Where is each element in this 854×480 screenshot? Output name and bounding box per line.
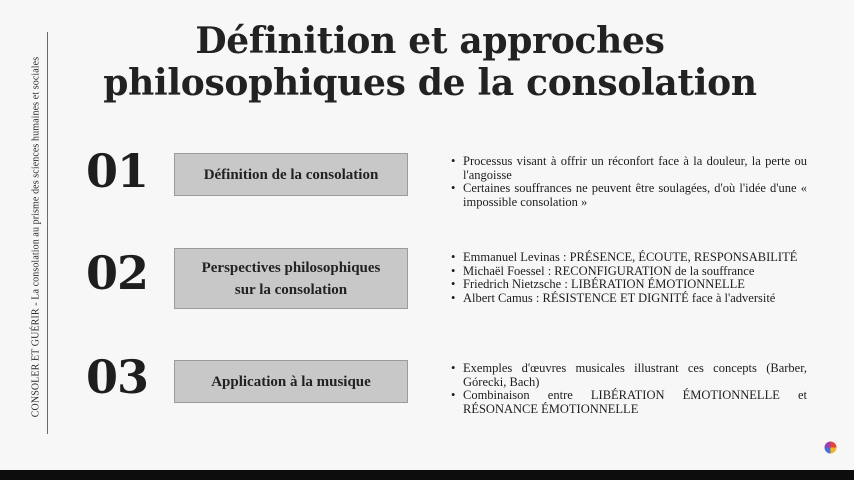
side-label: CONSOLER ET GUÉRIR - La consolation au prisme des sciences humaines et sociales xyxy=(30,56,42,418)
section-bullets-3 xyxy=(449,362,807,416)
section-box-1 xyxy=(174,153,408,196)
section-number-3: 03 xyxy=(86,350,149,404)
color-wheel-logo-icon xyxy=(824,441,837,454)
title-line-2: philosophiques de la consolation xyxy=(103,62,757,104)
section-number-2: 02 xyxy=(86,246,149,300)
title-line-1: Définition et approches xyxy=(195,20,665,62)
list-item: • Combinaison entre LIBÉRATION ÉMOTIONNELLE et RÉSONANCE ÉMOTIONNELLE xyxy=(449,389,807,416)
list-item: • Michaël Foessel : RECONFIGURATION de la souffrance xyxy=(449,265,807,279)
side-divider xyxy=(47,32,48,434)
bottom-bar xyxy=(0,470,854,480)
section-bullets-1 xyxy=(449,155,807,209)
section-box-2 xyxy=(174,248,408,309)
section-box-2-line-2: sur la consolation xyxy=(234,281,348,298)
page-title xyxy=(90,20,770,104)
section-bullets-2 xyxy=(449,251,807,305)
list-item: • Friedrich Nietzsche : LIBÉRATION ÉMOTIONNELLE xyxy=(449,278,807,292)
section-box-3 xyxy=(174,360,408,403)
list-item: • Emmanuel Levinas : PRÉSENCE, ÉCOUTE, RESPONSABILITÉ xyxy=(449,251,807,265)
section-box-1-label: Définition de la consolation xyxy=(203,166,379,183)
list-item: • Albert Camus : RÉSISTENCE ET DIGNITÉ face à l'adversité xyxy=(449,292,807,306)
list-item: • Exemples d'œuvres musicales illustrant ces concepts (Barber, Górecki, Bach) xyxy=(449,362,807,389)
section-number-1: 01 xyxy=(86,144,149,198)
section-box-3-label: Application à la musique xyxy=(211,373,371,390)
section-box-2-line-1: Perspectives philosophiques xyxy=(201,259,381,276)
list-item: • Processus visant à offrir un réconfort face à la douleur, la perte ou l'angoisse xyxy=(449,155,807,182)
list-item: • Certaines souffrances ne peuvent être soulagées, d'où l'idée d'une « impossible consolation » xyxy=(449,182,807,209)
